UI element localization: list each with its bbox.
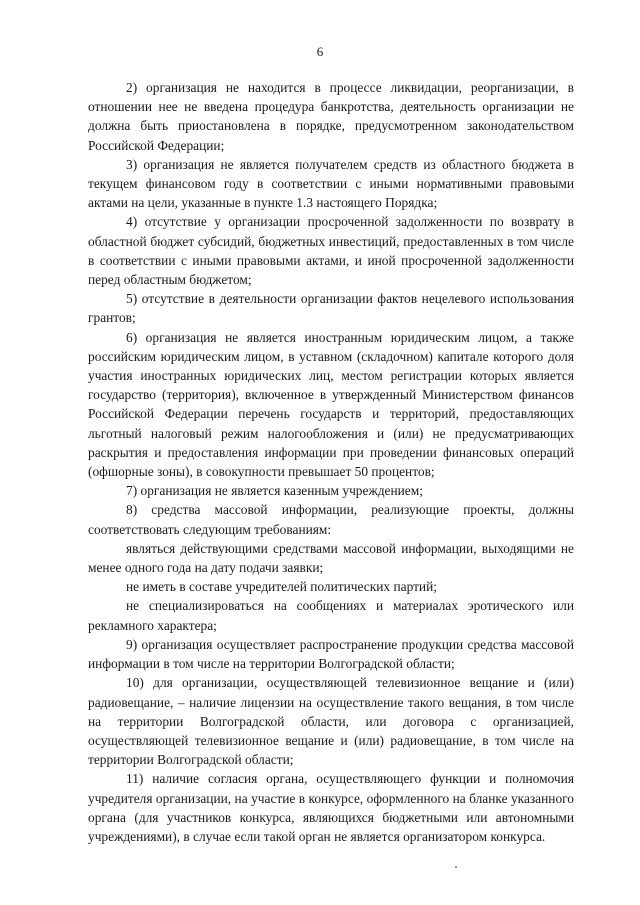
paragraph-item-4: 4) отсутствие у организации просроченной задолженности по возврату в областной бюджет субсидий, бюджетных инвестиций, предоставленных в том числе в соответствии с иными правовыми актами, и иной просроченной задолженности перед областным бюджетом; <box>88 214 574 288</box>
paragraph-item-7: 7) организация не является казенным учреждением; <box>126 483 423 499</box>
paragraph-item-9: 9) организация осуществляет распространение продукции средства массовой информации в том числе на территории Волгоградской области; <box>88 636 574 672</box>
scan-speck <box>455 866 457 868</box>
paragraph-item-2: 2) организация не находится в процессе ликвидации, реорганизации, в отношении нее не введена процедура банкротства, деятельность организации не должна быть приостановлена в порядке, предусмотренном законодательством Российской Федерации; <box>88 80 574 153</box>
paragraph-item-11: 11) наличие согласия органа, осуществляющего функции и полномочия учредителя организации, на участие в конкурсе, оформленного на бланке указанного органа (для участников конкурса, являющихся бюджетными или автономными учреждениями), в случае если такой орган не является организатором конкурса. <box>88 771 574 844</box>
requirement-active-media: являться действующими средствами массовой информации, выходящими не менее одного года на дату подачи заявки; <box>88 540 574 576</box>
requirement-no-erotic-advertising: не специализироваться на сообщениях и материалах эротического или рекламного характера; <box>88 598 574 633</box>
paragraph-item-3: 3) организация не является получателем средств из областного бюджета в текущем финансовом году в соответствии с иными нормативными правовыми актами на цели, указанные в пункте 1.3 настоящего Порядка; <box>88 156 574 211</box>
paragraph-item-8: 8) средства массовой информации, реализующие проекты, должны соответствовать следующим требованиям: <box>88 502 574 537</box>
paragraph-item-5: 5) отсутствие в деятельности организации фактов нецелевого использования грантов; <box>88 291 574 326</box>
requirement-no-political-founders: не иметь в составе учредителей политических партий; <box>126 579 437 595</box>
paragraph-item-10: 10) для организации, осуществляющей телевизионное вещание и (или) радиовещание, – наличие лицензии на осуществление такого вещания, в том числе на территории Волгоградской области, или договора с организацией, осуществляющей телевизионное вещание и (или) радиовещание, в том числе на территории Волгоградской области; <box>88 675 574 768</box>
page-number: 6 <box>316 44 324 59</box>
document-body <box>88 78 574 846</box>
paragraph-item-6: 6) организация не является иностранным юридическим лицом, а также российским юридическим лицом, в уставном (складочном) капитале которого доля участия иностранных юридических лиц, местом регистрации которых является государство (территория), включенное в утвержденный Министерством финансов Российской Федерации перечень государств и территорий, предоставляющих льготный налоговый режим налогообложения и (или) не предусматривающих раскрытия и предоставления информации при проведении финансовых операций (офшорные зоны), в совокупности превышает 50 процентов; <box>88 329 574 480</box>
